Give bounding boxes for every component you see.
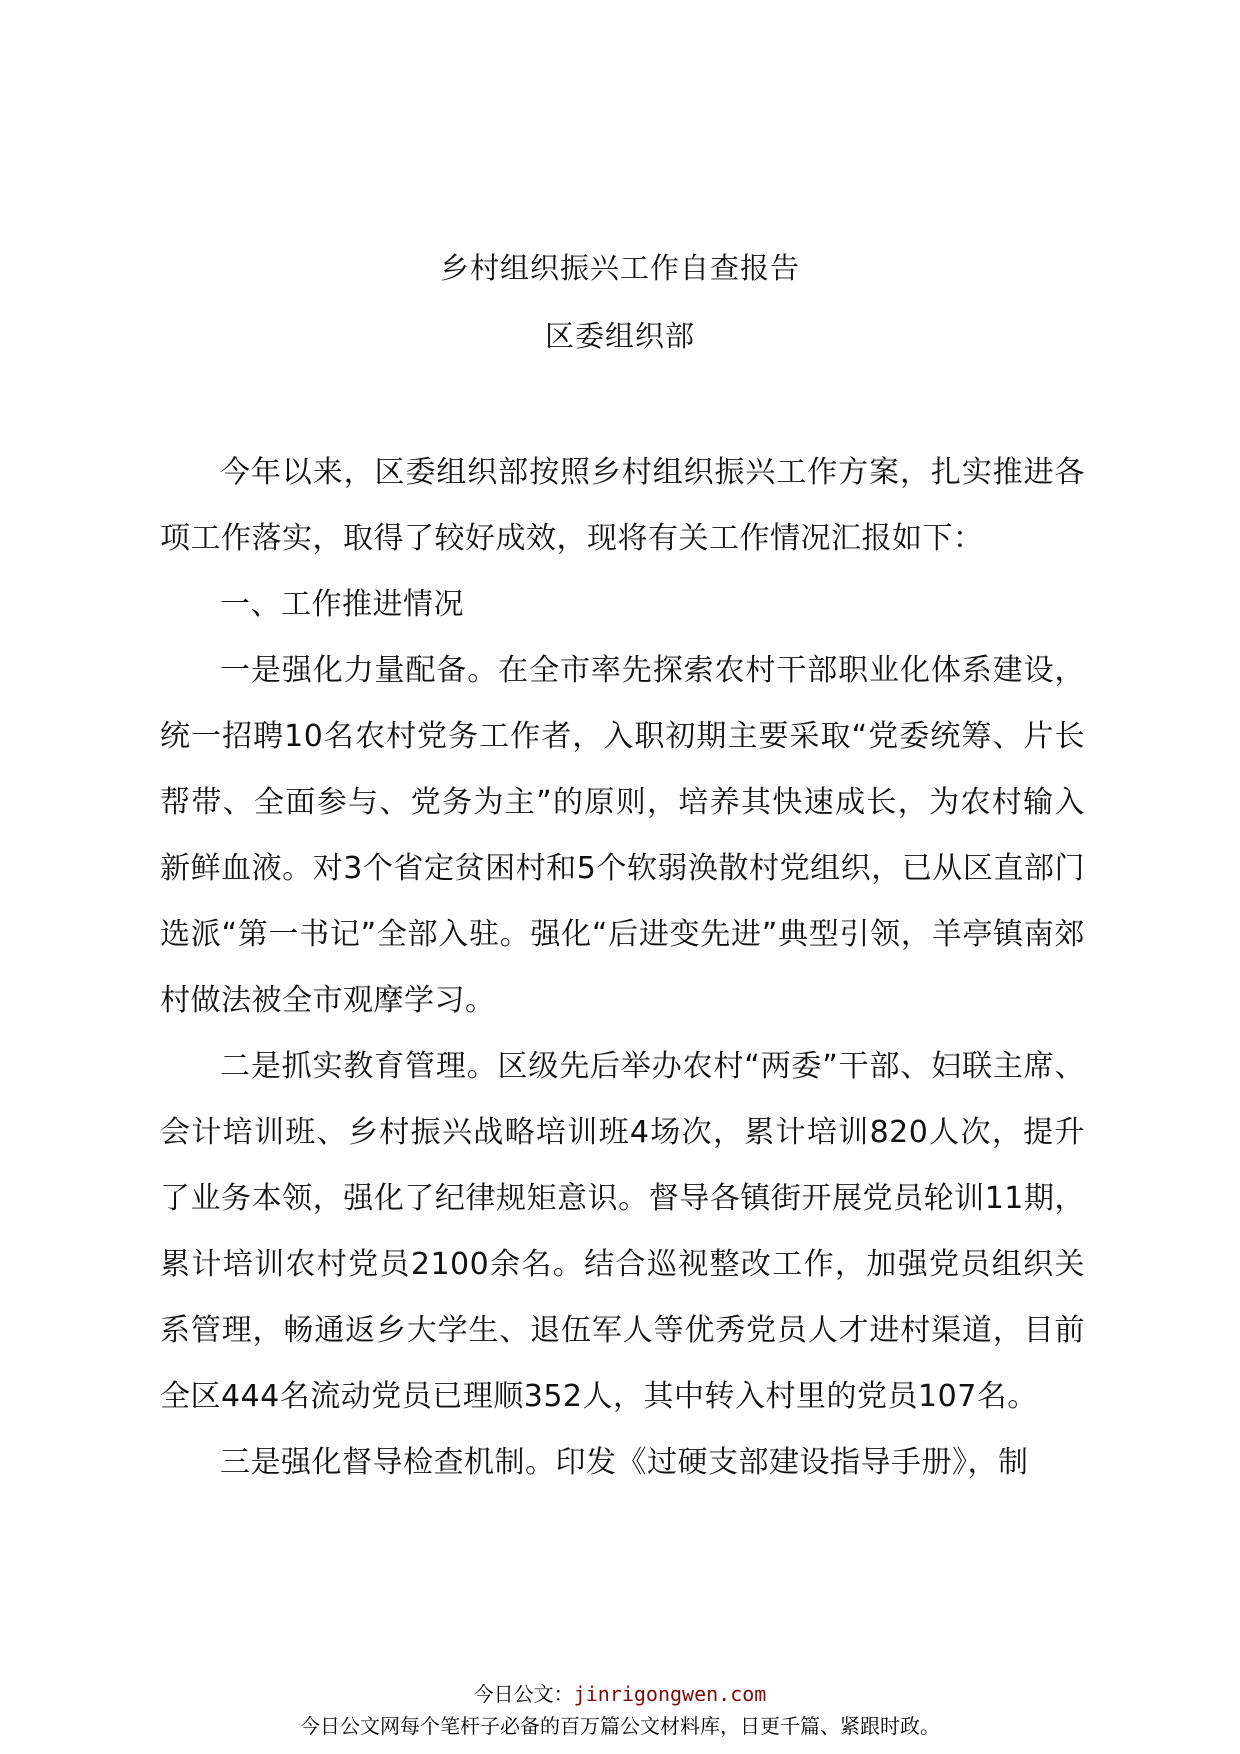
paragraph-intro: 今年以来，区委组织部按照乡村组织振兴工作方案，扎实推进各项工作落实，取得了较好成效，现将有关工作情况汇报如下： (160, 455, 1085, 556)
paragraph-1: 一是强化力量配备。在全市率先探索农村干部职业化体系建设，统一招聘10名农村党务工作者，入职初期主要采取“党委统筹、片长帮带、全面参与、党务为主”的原则，培养其快速成长，为农村输入新鲜血液。对3个省定贫困村和5个软弱涣散村党组织，已从区直部门选派“第一书记”全部入驻。强化“后进变先进”典型引领，羊亭镇南郊村做法被全市观摩学习。 (160, 653, 1085, 1018)
footer-slogan: 今日公文网每个笔杆子必备的百万篇公文材料库，日更千篇、紧跟时政。 (300, 1714, 940, 1738)
footer-site-line (0, 1678, 1240, 1710)
paragraph-2: 二是抓实教育管理。区级先后举办农村“两委”干部、妇联主席、会计培训班、乡村振兴战略培训班4场次，累计培训820人次，提升了业务本领，强化了纪律规矩意识。督导各镇街开展党员轮训11期，累计培训农村党员2100余名。结合巡视整改工作，加强党员组织关系管理，畅通返乡大学生、退伍军人等优秀党员人才进村渠道，目前全区444名流动党员已理顺352人，其中转入村里的党员107名。 (160, 1049, 1085, 1414)
title-block (160, 248, 1080, 356)
document-body (160, 440, 1085, 1496)
page-footer (0, 1678, 1240, 1742)
paragraph-3: 三是强化督导检查机制。印发《过硬支部建设指导手册》，制 (220, 1445, 1029, 1480)
section-heading: 一、工作推进情况 (220, 587, 464, 622)
footer-site-label: 今日公文： (473, 1682, 574, 1706)
footer-site-url[interactable]: jinrigongwen.com (573, 1682, 767, 1706)
document-title: 乡村组织振兴工作自查报告 (439, 251, 800, 285)
document-author: 区委组织部 (544, 319, 695, 353)
